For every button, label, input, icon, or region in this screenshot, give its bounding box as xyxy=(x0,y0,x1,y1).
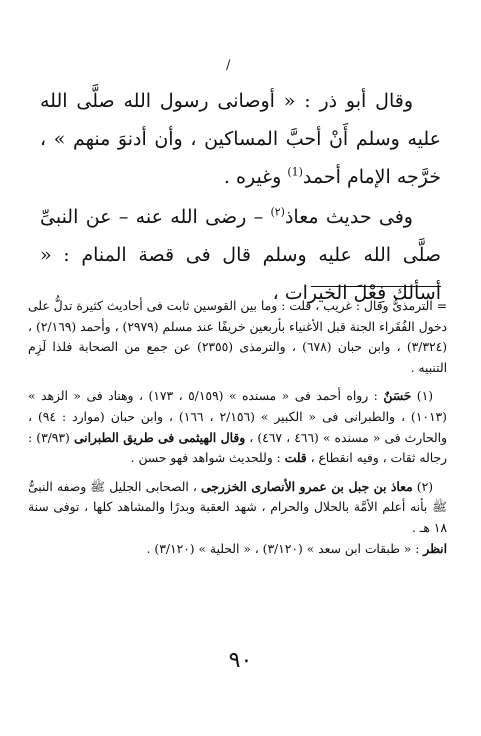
grade-label: حَسَنٌ xyxy=(383,388,412,404)
footnote-continuation: = الترمذىُّ وقال : غريب ، قلت : وما بين القوسين ثابت فى أحاديث كثيرة تدلُّ على دخول الفُقَراء الجنة قبل الأغنياء بأربعين خريفًا عند مسلم (٢٩٧٩) ، وأحمد (٢/١٦٩) ، (٣/٣٢٤) ، وابن حبان (٦٧٨) ، والترمذى (٢٣٥٥) عن جمع من الصحابة فلذا لَزِم التنبيه . xyxy=(28,299,448,375)
qultu-label: قلت xyxy=(284,450,307,466)
main-paragraph-2 xyxy=(40,198,441,312)
see-label: انظر xyxy=(423,540,447,556)
companion-name: معاذ بن جبل بن عمرو الأنصارى الخزرجى xyxy=(201,478,413,494)
page-number: ٩٠ xyxy=(228,648,253,673)
footnotes xyxy=(28,296,447,559)
footnote-ref-2: (٢) xyxy=(270,205,285,219)
haythami-label: وقال الهيثمى فى طريق الطبرانى xyxy=(73,429,246,445)
footnote-1: (١) حَسَنٌ : رواه أحمد فى « مسنده » (٥/١٥٩ ، ١٧٣) ، وهناد فى « الزهد » (١٠١٣) ، والطبرانى فى « الكبير » (٢/١٥٦ ، ١٦٦) ، وابن حبان (موارد : ٩٤) ، والحارث فى « مسنده » (٤٦٦ ، ٤٦٧) ، وقال الهيثمى فى طريق الطبرانى (٣/٩٣) : رجاله ثقات ، وفيه انقطاع ، قلت : وللحديث شواهد فهو حسن . xyxy=(28,388,447,466)
paragraph-2-start: وفى حديث معاذ xyxy=(284,206,413,228)
main-text xyxy=(40,82,441,312)
stray-mark: / xyxy=(226,58,231,73)
footnote-separator xyxy=(311,286,441,287)
footnote-ref-1: (1) xyxy=(287,165,303,179)
main-paragraph-1 xyxy=(40,82,441,196)
paragraph-2-rest: – رضى الله عنه – عن النبىِّ صلَّى الله عليه وسلم قال فى قصة المنام : « أسألك فِعْلَ الخيرات ، xyxy=(40,206,441,304)
paragraph-1-end: وغيره . xyxy=(223,166,288,188)
paragraph-1-text: وقال أبو ذر : « أوصانى رسول الله صلَّى الله عليه وسلم أَنْ أحبَّ المساكين ، وأن أدنوَ منهم » ، خرَّجه الإمام أحمد xyxy=(40,90,441,188)
footnote-2: (٢) معاذ بن جبل بن عمرو الأنصارى الخزرجى ، الصحابى الجليل ﷺ وصفه النبىُّ ﷺ بأنه أعلم الأمَّة بالحلال والحرام ، شهد العقبة وبدرًا والمشاهد كلها ، توفى سنة ١٨ هـ . xyxy=(28,478,447,535)
footnote-see-also: انظر : « طبقات ابن سعد » (٣/١٢٠) ، « الحلية » (٣/١٢٠) . xyxy=(146,540,447,556)
